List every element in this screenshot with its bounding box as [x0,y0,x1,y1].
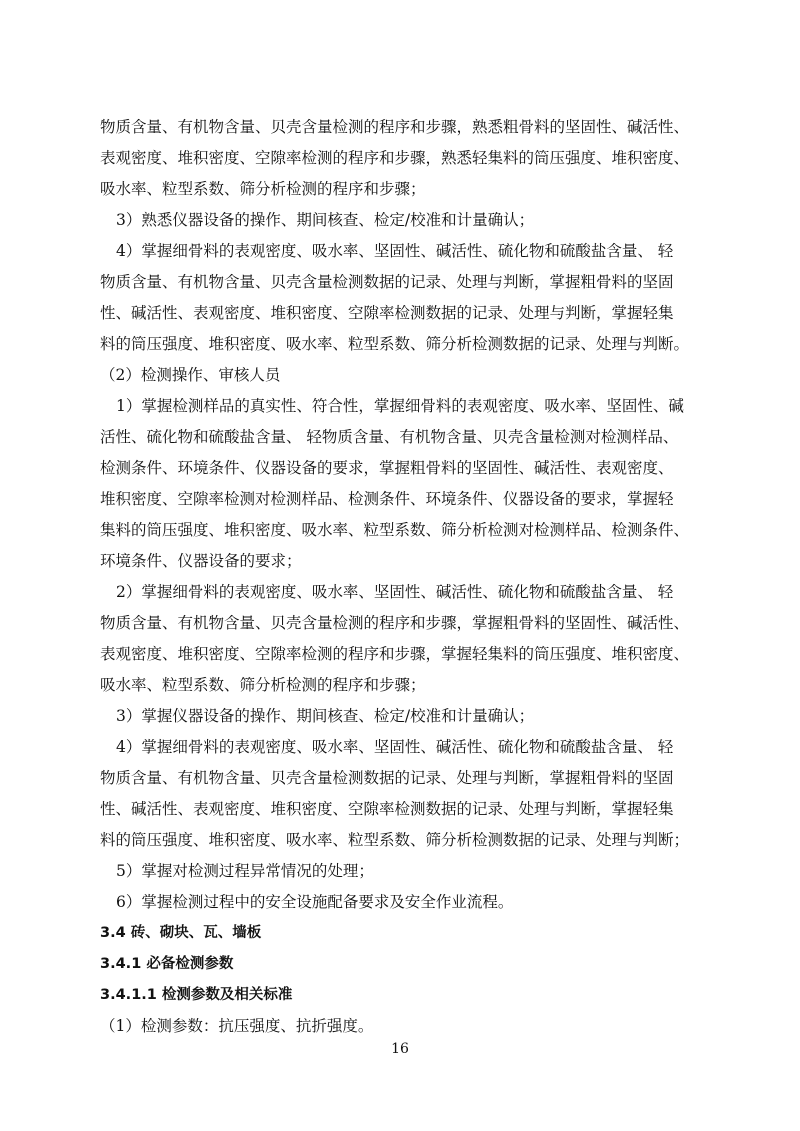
text-line: 料的筒压强度、堆积密度、吸水率、粒型系数、筛分析检测数据的记录、处理与判断； [100,831,690,849]
text-line: 1）掌握检测样品的真实性、符合性，掌握细骨料的表观密度、吸水率、坚固性、碱 [116,397,684,415]
section-heading: 3.4 砖、砌块、瓦、墙板 [100,925,262,941]
text-line: 3）掌握仪器设备的操作、期间核查、检定/校准和计量确认； [116,707,535,725]
text-line: 性、碱活性、表观密度、堆积密度、空隙率检测数据的记录、处理与判断，掌握轻集 [100,800,674,818]
text-line: 6）掌握检测过程中的安全设施配备要求及安全作业流程。 [116,893,514,911]
text-line: 集料的筒压强度、堆积密度、吸水率、粒型系数、筛分析检测对检测样品、检测条件、 [100,521,690,539]
text-line: 料的筒压强度、堆积密度、吸水率、粒型系数、筛分析检测数据的记录、处理与判断。 [100,335,690,353]
text-line: （1）检测参数：抗压强度、抗折强度。 [100,1017,374,1035]
text-line: 3）熟悉仪器设备的操作、期间核查、检定/校准和计量确认； [116,211,535,229]
text-line: 物质含量、有机物含量、贝壳含量检测的程序和步骤，掌握粗骨料的坚固性、碱活性、 [100,614,690,632]
text-line: 4）掌握细骨料的表观密度、吸水率、坚固性、碱活性、硫化物和硫酸盐含量、 轻 [116,242,674,260]
subsubsection-heading: 3.4.1.1 检测参数及相关标准 [100,987,293,1003]
text-line: 堆积密度、空隙率检测对检测样品、检测条件、环境条件、仪器设备的要求，掌握轻 [100,490,674,508]
page-number: 16 [391,1041,409,1057]
text-line: 物质含量、有机物含量、贝壳含量检测数据的记录、处理与判断，掌握粗骨料的坚固 [100,769,674,787]
text-line: 吸水率、粒型系数、筛分析检测的程序和步骤； [100,676,426,694]
text-line: 表观密度、堆积密度、空隙率检测的程序和步骤，熟悉轻集料的筒压强度、堆积密度、 [100,149,690,167]
text-line: 4）掌握细骨料的表观密度、吸水率、坚固性、碱活性、硫化物和硫酸盐含量、 轻 [116,738,674,756]
text-line: 环境条件、仪器设备的要求； [100,552,302,570]
text-line: 2）掌握细骨料的表观密度、吸水率、坚固性、碱活性、硫化物和硫酸盐含量、 轻 [116,583,674,601]
text-line: 物质含量、有机物含量、贝壳含量检测的程序和步骤，熟悉粗骨料的坚固性、碱活性、 [100,118,690,136]
text-line: （2）检测操作、审核人员 [100,366,281,384]
text-line: 检测条件、环境条件、仪器设备的要求，掌握粗骨料的坚固性、碱活性、表观密度、 [100,459,674,477]
subsection-heading: 3.4.1 必备检测参数 [100,956,234,972]
text-line: 5）掌握对检测过程异常情况的处理； [116,862,374,880]
text-line: 性、碱活性、表观密度、堆积密度、空隙率检测数据的记录、处理与判断，掌握轻集 [100,304,674,322]
text-line: 吸水率、粒型系数、筛分析检测的程序和步骤； [100,180,426,198]
text-line: 表观密度、堆积密度、空隙率检测的程序和步骤，掌握轻集料的筒压强度、堆积密度、 [100,645,690,663]
text-line: 物质含量、有机物含量、贝壳含量检测数据的记录、处理与判断，掌握粗骨料的坚固 [100,273,674,291]
text-line: 活性、硫化物和硫酸盐含量、 轻物质含量、有机物含量、贝壳含量检测对检测样品、 [100,428,679,446]
